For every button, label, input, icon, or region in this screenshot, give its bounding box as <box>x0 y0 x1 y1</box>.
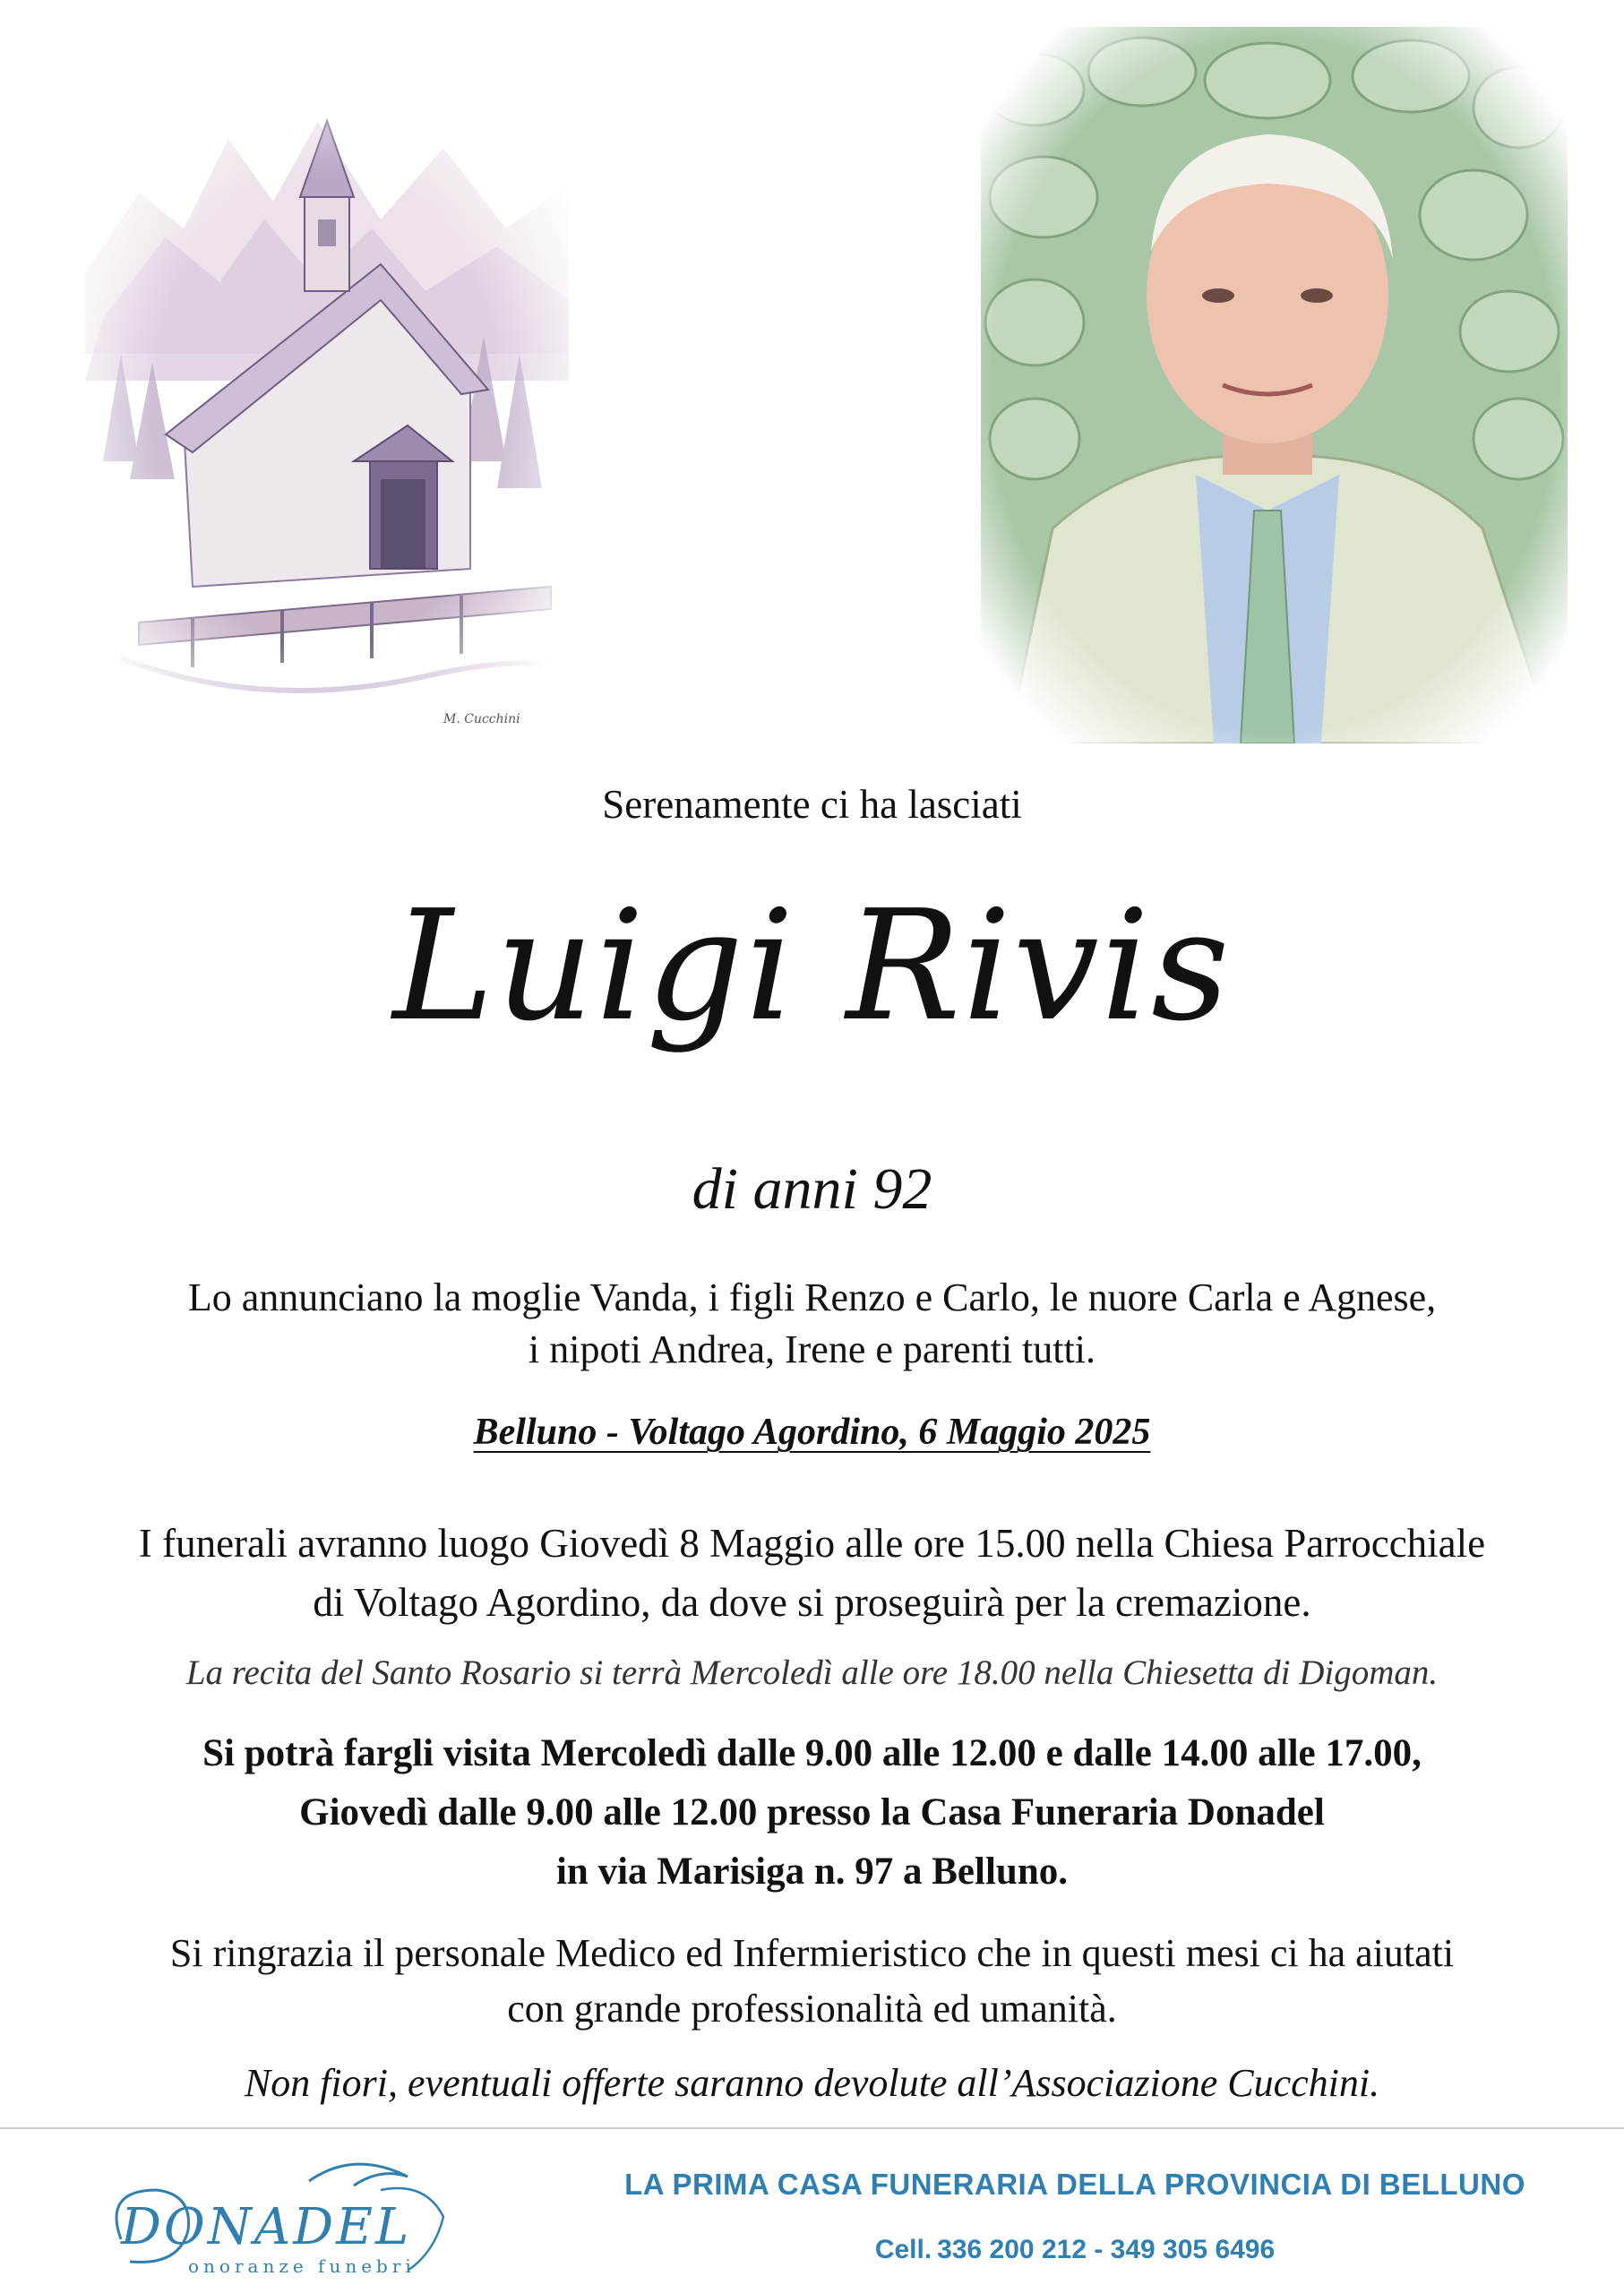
visit-line: Si potrà fargli visita Mercoledì dalle 9.00 alle 12.00 e dalle 14.00 alle 17.00, <box>202 1732 1422 1774</box>
age-line: di anni 92 <box>692 1156 932 1222</box>
announcement <box>0 1272 1624 1376</box>
thanks-line: Si ringrazia il personale Medico ed Infermieristico che in questi mesi ci ha aiutati <box>169 1931 1455 1975</box>
phone-label: Cell. <box>874 2235 932 2264</box>
chapel-watercolor-painting <box>85 85 569 739</box>
thanks-line: con grande professionalità ed umanità. <box>507 1987 1117 2031</box>
funeral-line: di Voltago Agordino, da dove si proseguirà per la cremazione. <box>313 1580 1311 1625</box>
visit-line: Giovedì dalle 9.00 alle 12.00 presso la Casa Funeraria Donadel <box>299 1791 1325 1834</box>
intro-line: Serenamente ci ha lasciati <box>602 782 1022 827</box>
footer-slogan: LA PRIMA CASA FUNERARIA DELLA PROVINCIA DI BELLUNO <box>624 2168 1525 2201</box>
deceased-name: Luigi Rivis <box>392 878 1232 1055</box>
portrait-photo <box>981 27 1568 743</box>
flowers-note: Non fiori, eventuali offerte saranno devolute all’Associazione Cucchini. <box>244 2061 1380 2105</box>
logo-name: DONADEL <box>121 2198 412 2256</box>
place-date-text: Belluno - Voltago Agordino, 6 Maggio 2025 <box>473 1412 1151 1453</box>
footer-phone <box>573 2235 1577 2265</box>
visit-info <box>0 1724 1624 1902</box>
logo-tagline: onoranze funebri <box>188 2255 416 2277</box>
funeral-info <box>0 1514 1624 1632</box>
funeral-line: I funerali avranno luogo Giovedì 8 Maggio alle ore 15.00 nella Chiesa Parrocchiale <box>138 1521 1486 1566</box>
announcement-line: i nipoti Andrea, Irene e parenti tutti. <box>528 1327 1096 1371</box>
donadel-logo <box>85 2154 479 2289</box>
footer-divider <box>0 2127 1624 2129</box>
painting-signature: M. Cucchini <box>443 712 520 726</box>
place-date <box>0 1411 1624 1454</box>
rosary-info: La recita del Santo Rosario si terrà Mercoledì alle ore 18.00 nella Chiesetta di Digoman. <box>185 1653 1439 1692</box>
announcement-line: Lo annunciano la moglie Vanda, i figli Renzo e Carlo, le nuore Carla e Agnese, <box>187 1275 1437 1319</box>
visit-line: in via Marisiga n. 97 a Belluno. <box>555 1851 1068 1893</box>
thanks-info <box>0 1926 1624 2037</box>
phone-numbers: 336 200 212 - 349 305 6496 <box>937 2235 1276 2264</box>
